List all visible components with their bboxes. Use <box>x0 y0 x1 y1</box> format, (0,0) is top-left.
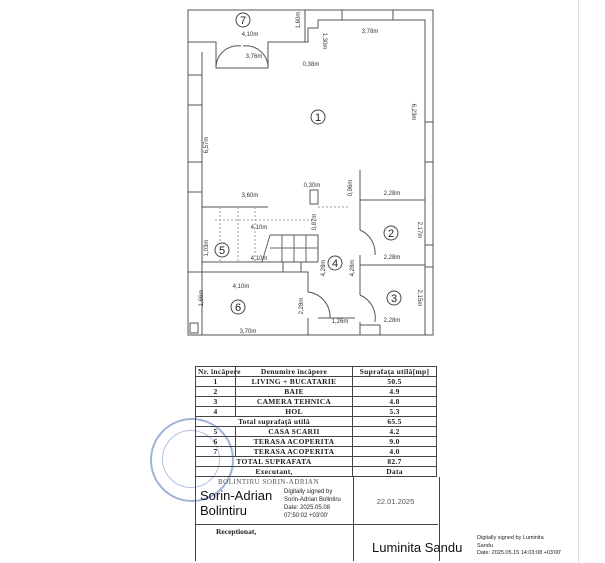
cell: 3 <box>196 397 236 407</box>
dim: 4,28m <box>350 259 356 277</box>
cell: TOTAL SUPRAFATA <box>196 457 353 467</box>
table-header <box>196 367 437 377</box>
table-row <box>196 447 437 457</box>
dim: 1,60m <box>296 11 302 29</box>
cell: Total suprafață utilă <box>196 417 353 427</box>
dim: 4,10m <box>250 225 268 231</box>
cell: 6 <box>196 437 236 447</box>
signature-header-row <box>196 467 437 477</box>
cell: 4.2 <box>353 427 437 437</box>
room-3-label: 3 <box>390 293 398 305</box>
cell: 5 <box>196 427 236 437</box>
cell: 5.3 <box>353 407 437 417</box>
dim: 6,23m <box>410 103 416 121</box>
room-1-label: 1 <box>314 112 322 124</box>
room-6-label: 6 <box>234 302 242 314</box>
table-row <box>196 387 437 397</box>
executant-name: BOLINTIRU SORIN-ADRIAN <box>218 478 320 486</box>
signer-name: Sorin-Adrian <box>200 488 273 503</box>
header-name: Denumire încăpere <box>236 367 353 377</box>
table-row <box>196 427 437 437</box>
header-nr: Nr. încăpere <box>196 367 236 377</box>
divider <box>196 524 438 525</box>
table-row <box>196 407 437 417</box>
cell: 2 <box>196 387 236 397</box>
dim: 4,10m <box>250 256 268 262</box>
receptionat-label: Receptionat, <box>216 527 257 536</box>
cell: TERASA ACOPERITA <box>236 447 353 457</box>
room-4-label: 4 <box>331 258 339 270</box>
table-row <box>196 437 437 447</box>
dim: 2,28m <box>299 297 305 315</box>
sig-detail: Sandu <box>477 542 493 549</box>
executant-date: 22.01.2025 <box>376 497 415 506</box>
room-7-label: 7 <box>239 15 247 27</box>
cell: 1 <box>196 377 236 387</box>
signer-name: Bolintiru <box>200 503 247 518</box>
table-and-signatures <box>195 366 562 561</box>
cell: 65.5 <box>353 417 437 427</box>
dim: 0,38m <box>302 62 320 68</box>
executant-label: Executant, <box>196 467 353 477</box>
dim: 0,30m <box>303 183 321 189</box>
room-5-label: 5 <box>218 245 226 257</box>
cell: 9.0 <box>353 437 437 447</box>
dim: 3,78m <box>361 29 379 35</box>
signature-area <box>195 477 562 561</box>
signature-bolintiru-details <box>284 488 341 520</box>
rooms-table <box>195 366 437 477</box>
dim: 6,57m <box>204 136 210 154</box>
cell: 50.5 <box>353 377 437 387</box>
table-row <box>196 397 437 407</box>
dim: 2,28m <box>383 191 401 197</box>
dim: 4,10m <box>241 32 259 38</box>
cell: TERASA ACOPERITA <box>236 437 353 447</box>
cell: CAMERA TEHNICA <box>236 397 353 407</box>
dim: 2,17m <box>416 221 422 239</box>
sig-detail: Date: 2025.05.15 14:03:08 +03'00' <box>477 550 562 556</box>
dim: 1,30m <box>321 32 327 50</box>
useful-total-row <box>196 417 437 427</box>
room-2-label: 2 <box>387 228 395 240</box>
dim: 1,26m <box>331 319 349 325</box>
signature-bolintiru <box>200 488 272 518</box>
cell: BAIE <box>236 387 353 397</box>
dim: 3,70m <box>239 329 257 335</box>
header-area: Suprafața utilă[mp] <box>353 367 437 377</box>
sig-detail: Sorin-Adrian Bolintiru <box>284 497 341 503</box>
sig-detail: Date: 2025.05.08 <box>284 505 331 511</box>
sig-detail: Digitally signed by <box>284 489 333 495</box>
signature-sandu-details <box>477 535 561 558</box>
dim: 2,28m <box>383 255 401 261</box>
dim: 1,66m <box>199 289 205 307</box>
dim: 3,76m <box>245 54 263 60</box>
cell: 4.0 <box>353 447 437 457</box>
dim: 3,60m <box>241 193 259 199</box>
cell: HOL <box>236 407 353 417</box>
cell: LIVING + BUCATARIE <box>236 377 353 387</box>
cell: CASA SCARII <box>236 427 353 437</box>
cell: 4.9 <box>353 387 437 397</box>
dim: 2,28m <box>383 318 401 324</box>
dim: 0,96m <box>348 179 354 197</box>
dim: 2,15m <box>416 289 422 307</box>
cell: 82.7 <box>353 457 437 467</box>
outer-wall <box>188 10 433 335</box>
dim: 0,87m <box>312 213 318 231</box>
table-row <box>196 377 437 387</box>
sig-detail: 07:50:02 +03'00' <box>284 513 329 519</box>
cell: 4.8 <box>353 397 437 407</box>
cell: 4 <box>196 407 236 417</box>
data-label: Data <box>353 467 437 477</box>
cell: 7 <box>196 447 236 457</box>
dim: 4,10m <box>232 284 250 290</box>
dim: 1,03m <box>204 239 210 257</box>
signature-sandu: Luminita Sandu <box>372 540 463 555</box>
total-row <box>196 457 437 467</box>
sig-detail: Digitally signed by Luminita <box>477 535 544 541</box>
dim: 4,28m <box>321 259 327 277</box>
